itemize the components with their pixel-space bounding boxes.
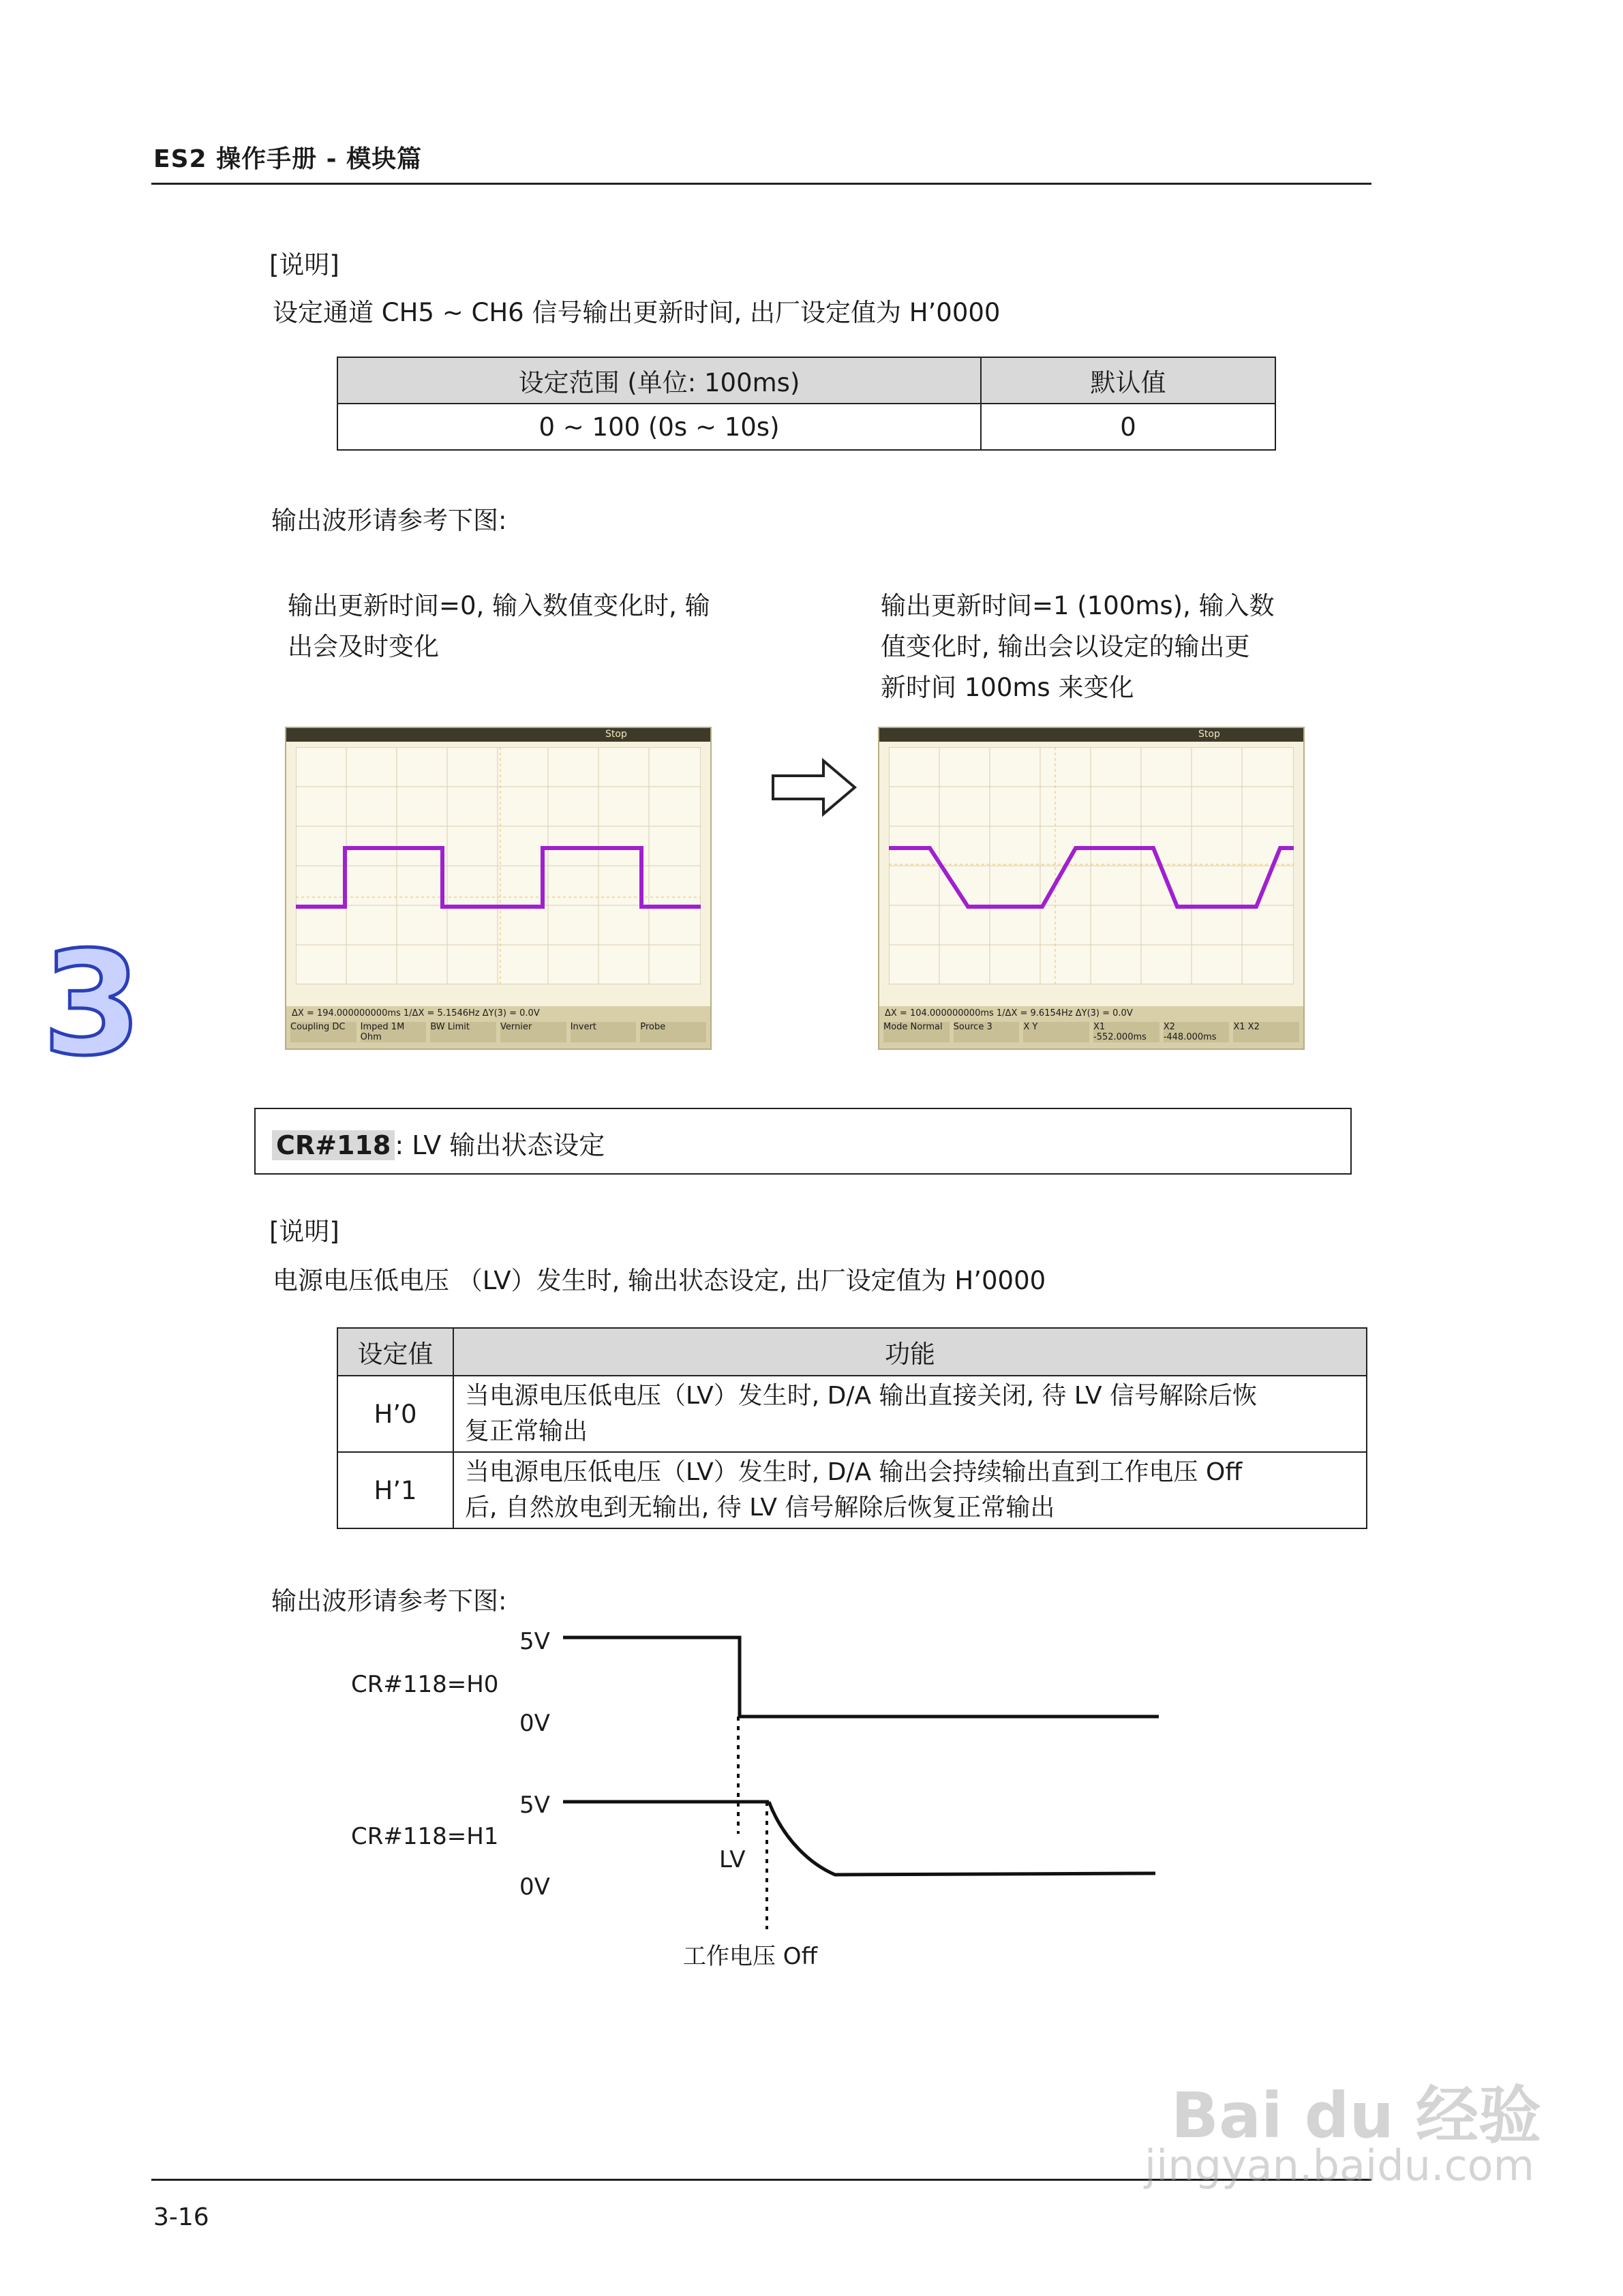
softkey-1[interactable]: Mode Normal — [883, 1022, 950, 1042]
right-arrow-icon — [770, 757, 859, 818]
scope-footer — [879, 1006, 1303, 1048]
v-low-label-h0: 0V — [519, 1710, 550, 1737]
chapter-number: 3 — [42, 920, 142, 1087]
cr118-label: CR#118 — [272, 1130, 395, 1160]
softkey-4[interactable]: Vernier — [500, 1022, 566, 1042]
softkey-3[interactable]: BW Limit — [430, 1022, 496, 1042]
v-high-label-h1: 5V — [519, 1792, 550, 1819]
lv-setting-table — [337, 1327, 1367, 1529]
caption-right-line2: 值变化时, 输出会以设定的输出更 — [881, 632, 1250, 661]
waveform-label-1: 输出波形请参考下图: — [271, 506, 507, 535]
softkey-5[interactable]: Invert — [571, 1022, 637, 1042]
cursor-readout: ΔX = 194.000000000ms 1/ΔX = 5.1546Hz ΔY(3) = 0.0V — [292, 1008, 540, 1018]
scope-status: Stop — [1198, 729, 1220, 740]
oscilloscope-right — [878, 727, 1305, 1050]
ramp-wave-plot — [889, 747, 1294, 984]
function-line: 后, 自然放电到无输出, 待 LV 信号解除后恢复正常输出 — [465, 1494, 1055, 1522]
oscilloscope-left — [285, 727, 712, 1050]
power-off-label: 工作电压 Off — [683, 1943, 817, 1970]
desc-label-1: [说明] — [269, 250, 339, 280]
cursor-readout: ΔX = 104.000000000ms 1/ΔX = 9.6154Hz ΔY(3) = 0.0V — [885, 1008, 1133, 1018]
caption-left-line1: 输出更新时间=0, 输入数值变化时, 输 — [288, 591, 710, 620]
softkey-2[interactable]: Source 3 — [954, 1022, 1020, 1042]
desc-label-2: [说明] — [269, 1217, 339, 1246]
square-wave-plot — [296, 747, 701, 984]
range-header: 设定范围 (单位: 100ms) — [337, 357, 981, 404]
desc-text-2: 电源电压低电压 （LV）发生时, 输出状态设定, 出厂设定值为 H’0000 — [273, 1266, 1046, 1295]
timing-diagram — [559, 1622, 1172, 1936]
softkey-6[interactable]: Probe — [640, 1022, 706, 1042]
h1-label: CR#118=H1 — [351, 1823, 499, 1850]
v-high-label-h0: 5V — [519, 1628, 550, 1655]
function-line: 复正常输出 — [465, 1417, 588, 1445]
scope-status: Stop — [605, 729, 627, 740]
softkey-2[interactable]: Imped 1M Ohm — [361, 1022, 427, 1042]
lv-label: LV — [719, 1846, 746, 1873]
scope-footer — [286, 1006, 710, 1048]
watermark-url: jingyan.baidu.com — [1144, 2141, 1534, 2190]
function-text-h1 — [453, 1452, 1367, 1528]
setting-value-h0: H’0 — [337, 1376, 453, 1452]
range-value: 0 ~ 100 (0s ~ 10s) — [337, 404, 981, 450]
softkey-1[interactable]: Coupling DC — [290, 1022, 357, 1042]
scope-topbar — [286, 728, 710, 742]
cr118-title: : LV 输出状态设定 — [395, 1130, 605, 1160]
header-title: ES2 操作手册 - 模块篇 — [153, 145, 423, 173]
header-rule — [151, 183, 1371, 185]
function-text-h0 — [453, 1376, 1367, 1452]
default-value: 0 — [981, 404, 1275, 450]
softkey-6[interactable]: X1 X2 — [1233, 1022, 1299, 1042]
function-line: 当电源电压低电压（LV）发生时, D/A 输出直接关闭, 待 LV 信号解除后恢 — [465, 1382, 1258, 1410]
page-number: 3-16 — [153, 2203, 209, 2231]
setting-value-h1: H’1 — [337, 1452, 453, 1528]
desc-text-1: 设定通道 CH5 ~ CH6 信号输出更新时间, 出厂设定值为 H’0000 — [273, 298, 1001, 327]
cr118-heading — [272, 1124, 605, 1162]
softkey-5[interactable]: X2 -448.000ms — [1164, 1022, 1230, 1042]
softkey-4[interactable]: X1 -552.000ms — [1093, 1022, 1159, 1042]
waveform-label-2: 输出波形请参考下图: — [271, 1586, 507, 1616]
softkey-3[interactable]: X Y — [1023, 1022, 1089, 1042]
function-header: 功能 — [453, 1328, 1367, 1376]
cr118-title-box — [254, 1108, 1352, 1175]
scope-topbar — [879, 728, 1303, 742]
h0-label: CR#118=H0 — [351, 1671, 499, 1698]
h0-waveform — [563, 1637, 1159, 1717]
watermark-brand: Bai du 经验 — [1170, 2079, 1541, 2152]
caption-right-line3: 新时间 100ms 来变化 — [881, 673, 1134, 702]
default-header: 默认值 — [981, 357, 1275, 404]
function-line: 当电源电压低电压（LV）发生时, D/A 输出会持续输出直到工作电压 Off — [465, 1458, 1243, 1486]
range-table — [337, 357, 1276, 451]
caption-left-line2: 出会及时变化 — [288, 632, 439, 661]
v-low-label-h1: 0V — [519, 1873, 550, 1901]
caption-right-line1: 输出更新时间=1 (100ms), 输入数 — [881, 591, 1275, 620]
setting-header: 设定值 — [337, 1328, 453, 1376]
h1-discharge-curve — [769, 1802, 1155, 1875]
